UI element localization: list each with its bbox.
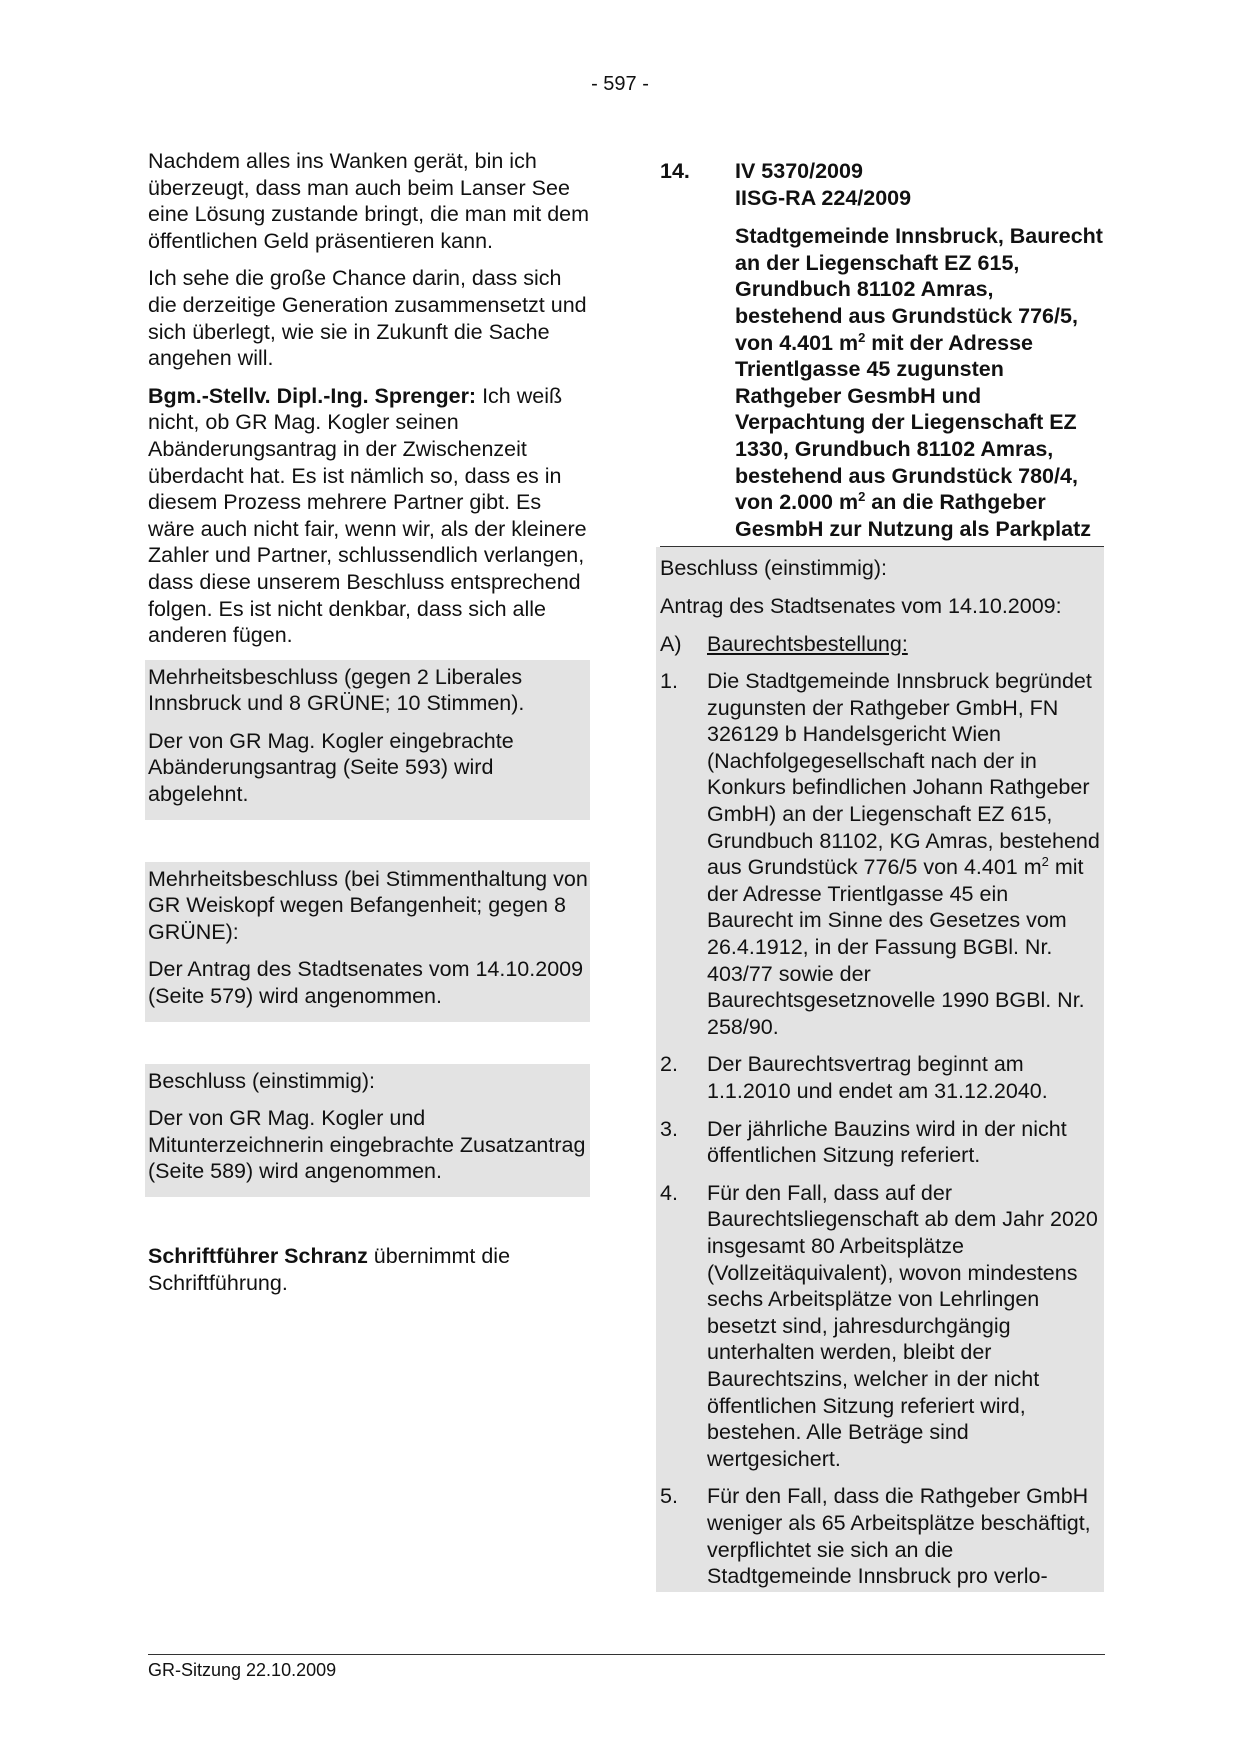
decision-box [145, 1064, 590, 1197]
superscript: 2 [858, 489, 866, 505]
section-title: Baurechtsbestellung: [707, 631, 908, 656]
paragraph-text: übernimmt die Schriftführung. [148, 1244, 511, 1295]
decision-text: Der von GR Mag. Kogler und Mitunterzeichnerin eingebrachte Zusatzantrag (Seite 589) wird angenommen. [148, 1106, 586, 1184]
speaker-name: Schriftführer Schranz [148, 1244, 368, 1268]
decision-text: Der von GR Mag. Kogler eingebrachte Abänderungsantrag (Seite 593) wird abgelehnt. [148, 728, 514, 807]
list-item [660, 1116, 1100, 1169]
section-heading [660, 631, 1100, 658]
title-part: mit der Adresse Trientlgasse 45 zugunsten Rathgeber GesmbH und Verpachtung der Liegenschaft EZ 1330, Grundbuch 81102 Amras, bestehend aus Grundstück 780/4, von 2.000 m [735, 330, 1078, 515]
paragraph [148, 1243, 590, 1296]
list-item-number: 5. [660, 1484, 678, 1509]
footer-text: GR-Sitzung 22.10.2009 [148, 1660, 337, 1680]
left-column [148, 148, 590, 1307]
list-item-text: Für den Fall, dass auf der Baurechtsliegenschaft ab dem Jahr 2020 insgesamt 80 Arbeitsplätze (Vollzeitäquivalent), wovon mindestens sechs Arbeitsplätze von Lehrlingen besetzt sind, jahresdurchgängig unterhalten werden, bleibt der Baurechtszins, welcher in der nicht öffentlichen Sitzung referiert wird, bestehen. Alle Beträge sind wertgesichert. [707, 1180, 1098, 1471]
decision-box [145, 660, 590, 820]
list-item-text [707, 668, 1100, 1040]
list-item [660, 668, 1100, 1040]
decision-box [145, 862, 590, 1022]
agenda-item-header [660, 158, 1104, 211]
superscript: 2 [858, 329, 866, 345]
paragraph [148, 383, 590, 649]
decision-result: Mehrheitsbeschluss (bei Stimmenthaltung von GR Weiskopf wegen Befangenheit; gegen 8 GRÜNE): [148, 866, 588, 944]
decision-result: Beschluss (einstimmig): [148, 1068, 375, 1093]
reference-1: IV 5370/2009 [735, 159, 863, 183]
decision-text: Der Antrag des Stadtsenates vom 14.10.2009 (Seite 579) wird angenommen. [148, 957, 584, 1009]
resolution-status: Beschluss (einstimmig): [660, 556, 887, 581]
decision-result: Mehrheitsbeschluss (gegen 2 Liberales Innsbruck und 8 GRÜNE; 10 Stimmen). [148, 664, 525, 716]
speech-text: Ich weiß nicht, ob GR Mag. Kogler seinen Abänderungsantrag in der Zwischenzeit überdacht hat. Es ist nämlich so, dass es in diesem Prozess mehrere Partner gibt. Es wäre auch nicht fair, wenn wir, als der kleinere Zahler und Partner, schlussendlich verlangen, dass diese unserem Beschluss entsprechend folgen. Es ist nicht denkbar, dass sich alle anderen fügen. [148, 383, 587, 648]
reference-2: IISG-RA 224/2009 [735, 185, 912, 210]
title-part: Stadtgemeinde Innsbruck, Baurecht an der Liegenschaft EZ 615, Grundbuch 81102 Amras, bestehend aus Grundstück 776/5, von 4.401 m [735, 224, 1103, 355]
superscript: 2 [1041, 854, 1049, 870]
list-item [660, 1051, 1100, 1104]
paragraph: Nachdem alles ins Wanken gerät, bin ich überzeugt, dass man auch beim Lanser See eine Lösung zustande bringt, die man mit dem öffentlichen Geld präsentieren kann. [148, 149, 590, 253]
list-item-text: Für den Fall, dass die Rathgeber GmbH weniger als 65 Arbeitsplätze beschäftigt, verpflichtet sie sich an die Stadtgemeinde Innsbruck pro verlo- [707, 1484, 1091, 1589]
page-number: - 597 - [591, 73, 649, 95]
motion-intro: Antrag des Stadtsenates vom 14.10.2009: [660, 593, 1062, 618]
agenda-item-number: 14. [660, 159, 690, 183]
list-item-text: Der jährliche Bauzins wird in der nicht öffentlichen Sitzung referiert. [707, 1116, 1067, 1168]
right-column [660, 158, 1104, 1592]
list-item-number: 1. [660, 669, 678, 694]
list-item-number: 3. [660, 1116, 678, 1141]
list-item [660, 1180, 1100, 1473]
paragraph: Ich sehe die große Chance darin, dass sich die derzeitige Generation zusammensetzt und sich überlegt, wie sie in Zukunft die Sache angehen will. [148, 266, 587, 371]
section-letter: A) [660, 631, 682, 656]
resolution-box [656, 547, 1104, 1591]
footer-divider [148, 1654, 1105, 1655]
title-part: an die Rathgeber GesmbH zur Nutzung als Parkplatz [735, 490, 1092, 541]
speaker-name: Bgm.-Stellv. Dipl.-Ing. Sprenger: [148, 383, 477, 408]
list-item [660, 1483, 1100, 1589]
list-item-text-part: Die Stadtgemeinde Innsbruck begründet zugunsten der Rathgeber GmbH, FN 326129 b Handelsgericht Wien (Nachfolgegesellschaft nach der in Konkurs befindlichen Johann Rathgeber GmbH) an der Liegenschaft EZ 615, Grundbuch 81102, KG Amras, bestehend aus Grundstück 776/5 von 4.401 m [707, 669, 1100, 880]
list-item-text: Der Baurechtsvertrag beginnt am 1.1.2010 und endet am 31.12.2040. [707, 1052, 1048, 1103]
agenda-item-title [735, 223, 1104, 546]
list-item-text-part: mit der Adresse Trientlgasse 45 ein Baurecht im Sinne des Gesetzes vom 26.4.1912, in der Fassung BGBl. Nr. 403/77 sowie der Baurechtsgesetznovelle 1990 BGBl. Nr. 258/90. [707, 855, 1085, 1039]
list-item-number: 2. [660, 1052, 678, 1077]
list-item-number: 4. [660, 1180, 678, 1205]
reference-numbers [735, 158, 911, 211]
